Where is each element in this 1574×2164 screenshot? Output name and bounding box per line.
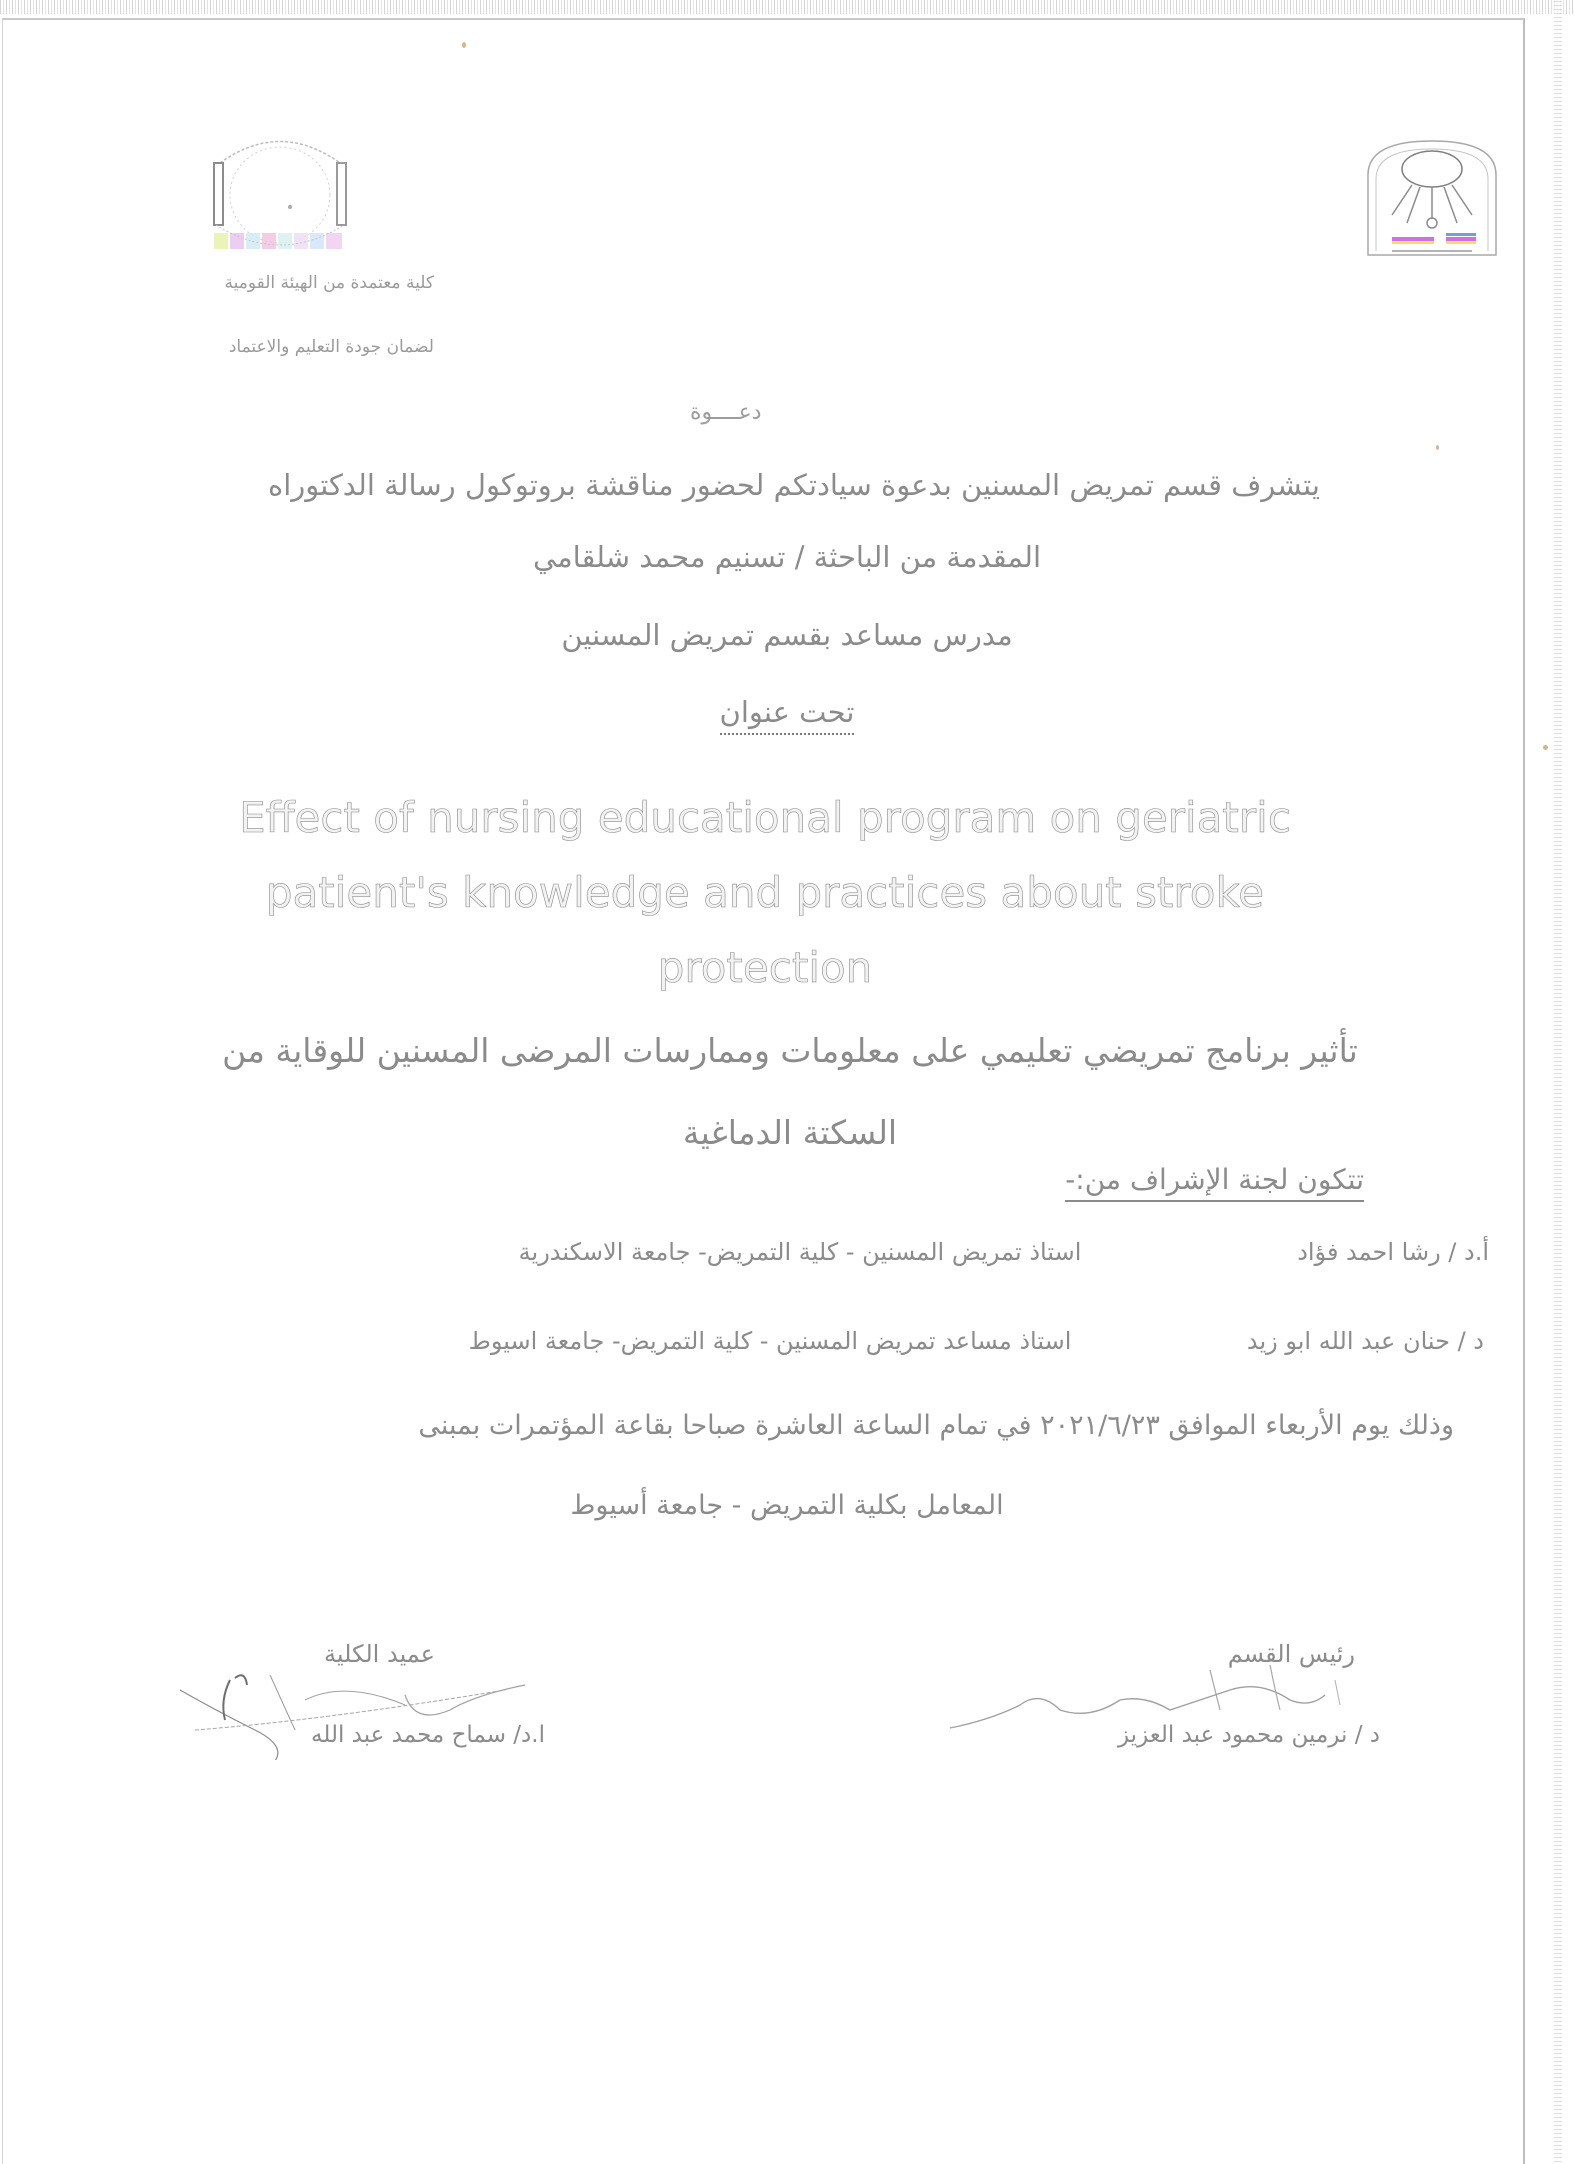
event-details-line-2: المعامل بكلية التمريض - جامعة أسيوط xyxy=(570,1490,1004,1521)
committee-heading xyxy=(1065,1163,1364,1196)
member-title: استاذ مساعد تمريض المسنين - كلية التمريض- جامعة اسيوط xyxy=(468,1327,1072,1355)
english-thesis-title: Effect of nursing educational program on geriatric patient's knowledge and practices about stroke protection xyxy=(239,793,1291,992)
invitation-heading: دعــــوة xyxy=(690,400,762,425)
title-label xyxy=(0,695,1574,729)
dean-role: عميد الكلية xyxy=(324,1640,435,1668)
title-label-text: تحت عنوان xyxy=(720,695,855,735)
assiut-university-logo-icon xyxy=(1362,135,1502,260)
committee-heading-text: تتكون لجنة الإشراف من:- xyxy=(1065,1163,1364,1202)
accreditation-line-1: كلية معتمدة من الهيئة القومية xyxy=(224,273,434,293)
scan-speck xyxy=(1543,745,1548,750)
arabic-thesis-title: تأثير برنامج تمريضي تعليمي على معلومات وممارسات المرضى المسنين للوقاية من السكتة الدماغية xyxy=(222,1031,1358,1152)
accreditation-line-2: لضمان جودة التعليم والاعتماد xyxy=(228,337,434,357)
scan-speck xyxy=(1436,445,1439,450)
member-name: د / حنان عبد الله ابو زيد xyxy=(1246,1327,1484,1355)
department-head-signature-block xyxy=(930,1640,1390,1760)
committee-member xyxy=(519,1238,1489,1266)
dean-signature-block xyxy=(175,1640,555,1760)
invitation-intro-line-1: يتشرف قسم تمريض المسنين بدعوة سيادتكم لحضور مناقشة بروتوكول رسالة الدكتوراه xyxy=(268,468,1320,502)
dean-name: ا.د/ سماح محمد عبد الله xyxy=(311,1722,545,1748)
committee-member xyxy=(469,1327,1484,1355)
scan-edge-top xyxy=(0,0,1574,14)
event-details-line-1: وذلك يوم الأربعاء الموافق ٢٠٢١/٦/٢٣ في تمام الساعة العاشرة صباحا بقاعة المؤتمرات بمبنى xyxy=(418,1410,1454,1441)
researcher-position-line: مدرس مساعد بقسم تمريض المسنين xyxy=(561,618,1013,652)
researcher-line: المقدمة من الباحثة / تسنيم محمد شلقامي xyxy=(532,540,1042,574)
scan-edge-right xyxy=(1554,0,1562,2162)
member-title: استاذ تمريض المسنين - كلية التمريض- جامعة الاسكندرية xyxy=(518,1238,1082,1266)
department-head-role: رئيس القسم xyxy=(1227,1640,1355,1668)
member-name: أ.د / رشا احمد فؤاد xyxy=(1297,1238,1489,1266)
scan-speck xyxy=(462,42,466,48)
department-head-name: د / نرمين محمود عبد العزيز xyxy=(1117,1722,1380,1748)
faculty-of-nursing-logo-icon xyxy=(210,125,350,260)
